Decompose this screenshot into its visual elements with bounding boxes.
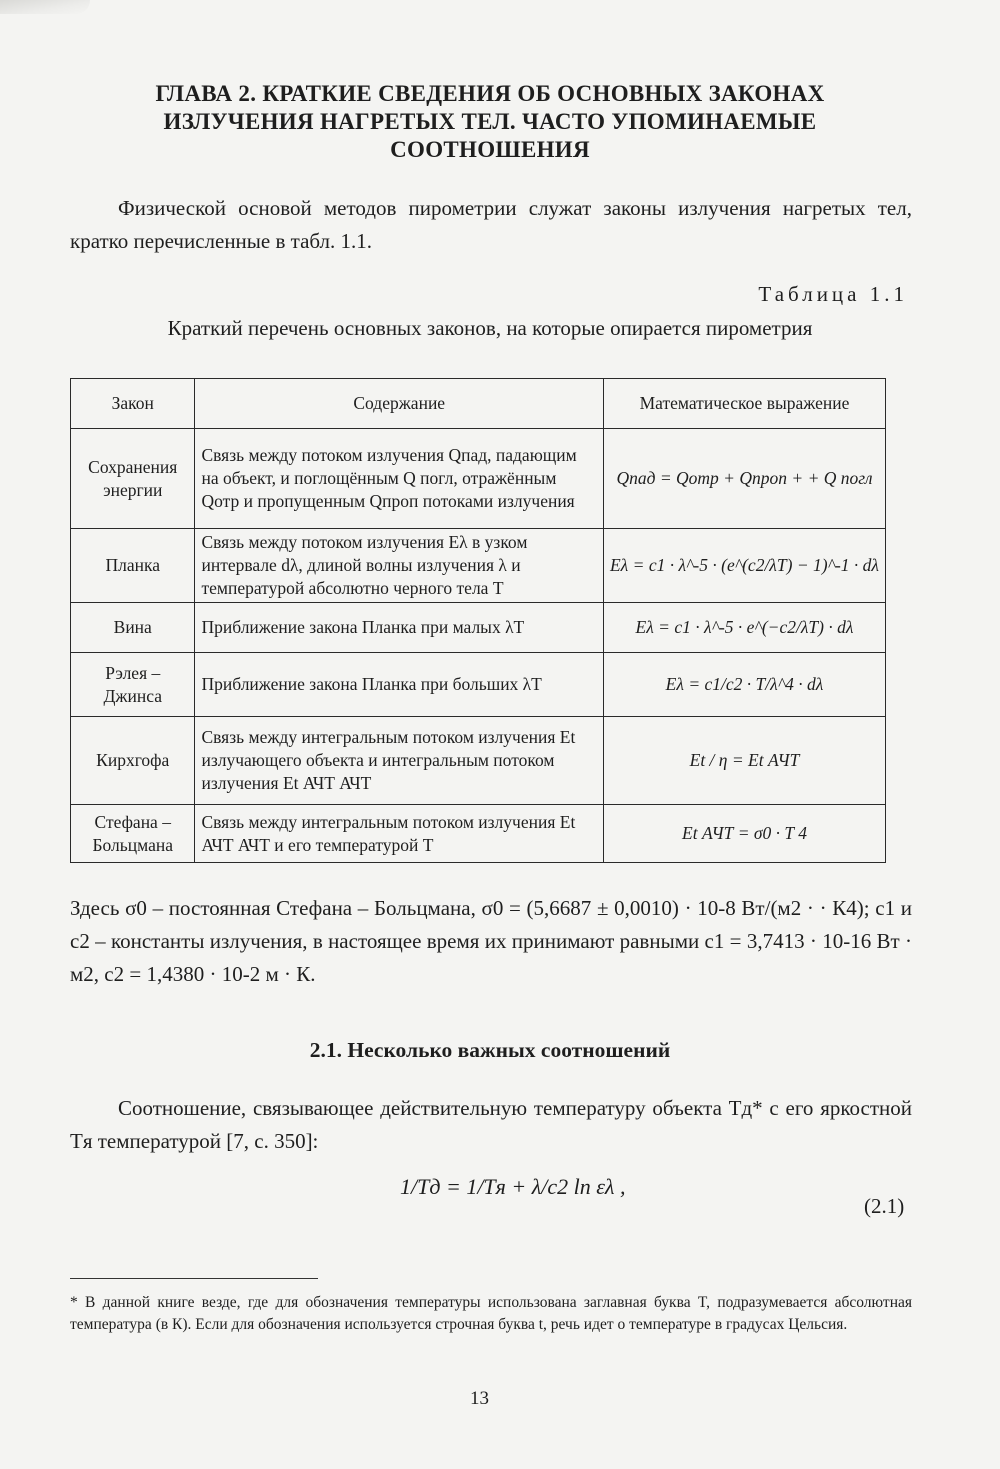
section-title: 2.1. Несколько важных соотношений [309,1038,671,1062]
table-label: Таблица 1.1 [758,282,908,306]
formula-rayleigh-jeans: Eλ = c1/c2 · T/λ^4 · dλ [603,653,885,717]
formula-wien: Eλ = c1 · λ^-5 · e^(−c2/λT) · dλ [603,603,885,653]
table-row: Рэлея – Джинса Приближение закона Планка при больших λT Eλ = c1/c2 · T/λ^4 · dλ [71,653,886,717]
chapter-title: ГЛАВА 2. КРАТКИЕ СВЕДЕНИЯ ОБ ОСНОВНЫХ ЗАКОНАХ ИЗЛУЧЕНИЯ НАГРЕТЫХ ТЕЛ. ЧАСТО УПОМИНАЕМЫЕ СООТНОШЕНИЯ [155,81,825,162]
table-row: Вина Приближение закона Планка при малых λT Eλ = c1 · λ^-5 · e^(−c2/λT) · dλ [71,603,886,653]
formula-kirchhoff: Et / η = Et АЧТ [603,717,885,805]
formula-energy: Qпад = Qотр + Qпроп + + Q погл [603,429,885,529]
table-row: Стефана – Больцмана Связь между интегральным потоком излучения Et АЧТ АЧТ и его температурой T Et АЧТ = σ0 · T 4 [71,805,886,863]
formula-planck: Eλ = c1 · λ^-5 · (e^(c2/λT) − 1)^-1 · dλ [603,529,885,603]
relation-paragraph: Соотношение, связывающее действительную температуру объекта Tд* с его яркостной Tя температурой [7, с. 350]: [70,1096,912,1153]
header-law: Закон [71,379,195,429]
equation-2-1: 1/Tд = 1/Tя + λ/c2 ln ελ , [400,1174,626,1199]
footnote: * В данной книге везде, где для обозначения температуры использована заглавная буква T, подразумевается абсолютная температура (в К). Если для обозначения используется строчная буква t, речь идет о температуре в градусах Цельсия. [70,1294,912,1333]
formula-stefan-boltzmann: Et АЧТ = σ0 · T 4 [603,805,885,863]
table-row: Кирхгофа Связь между интегральным потоком излучения Et излучающего объекта и интегральным потоком излучения Et АЧТ АЧТ Et / η = Et АЧТ [71,717,886,805]
table-row: Сохранения энергии Связь между потоком излучения Qпад, падающим на объект, и поглощённым Q погл, отражённым Qотр и пропущенным Qпроп потоками излучения Qпад = Qотр + Qпроп + + Q погл [71,429,886,529]
header-expression: Математическое выражение [603,379,885,429]
equation-number: (2.1) [864,1194,905,1218]
footnote-divider [70,1278,318,1279]
table-row: Планка Связь между потоком излучения Eλ в узком интервале dλ, длиной волны излучения λ и температурой абсолютно черного тела T Eλ = c1 · λ^-5 · (e^(c2/λT) − 1)^-1 · dλ [71,529,886,603]
laws-table [70,378,886,863]
scan-shadow [0,0,90,14]
header-content: Содержание [195,379,604,429]
constants-paragraph: Здесь σ0 – постоянная Стефана – Больцмана, σ0 = (5,6687 ± 0,0010) · 10-8 Вт/(м2 · · К4); c1 и c2 – константы излучения, в настоящее время их принимают равными c1 = 3,7413 · 10-16 Вт · м2, c2 = 1,4380 · 10-2 м · К. [70,896,912,986]
page-number: 13 [470,1388,489,1409]
table-caption: Краткий перечень основных законов, на которые опирается пирометрия [167,316,813,340]
intro-paragraph: Физической основой методов пирометрии служат законы излучения нагретых тел, кратко перечисленные в табл. 1.1. [70,196,912,253]
